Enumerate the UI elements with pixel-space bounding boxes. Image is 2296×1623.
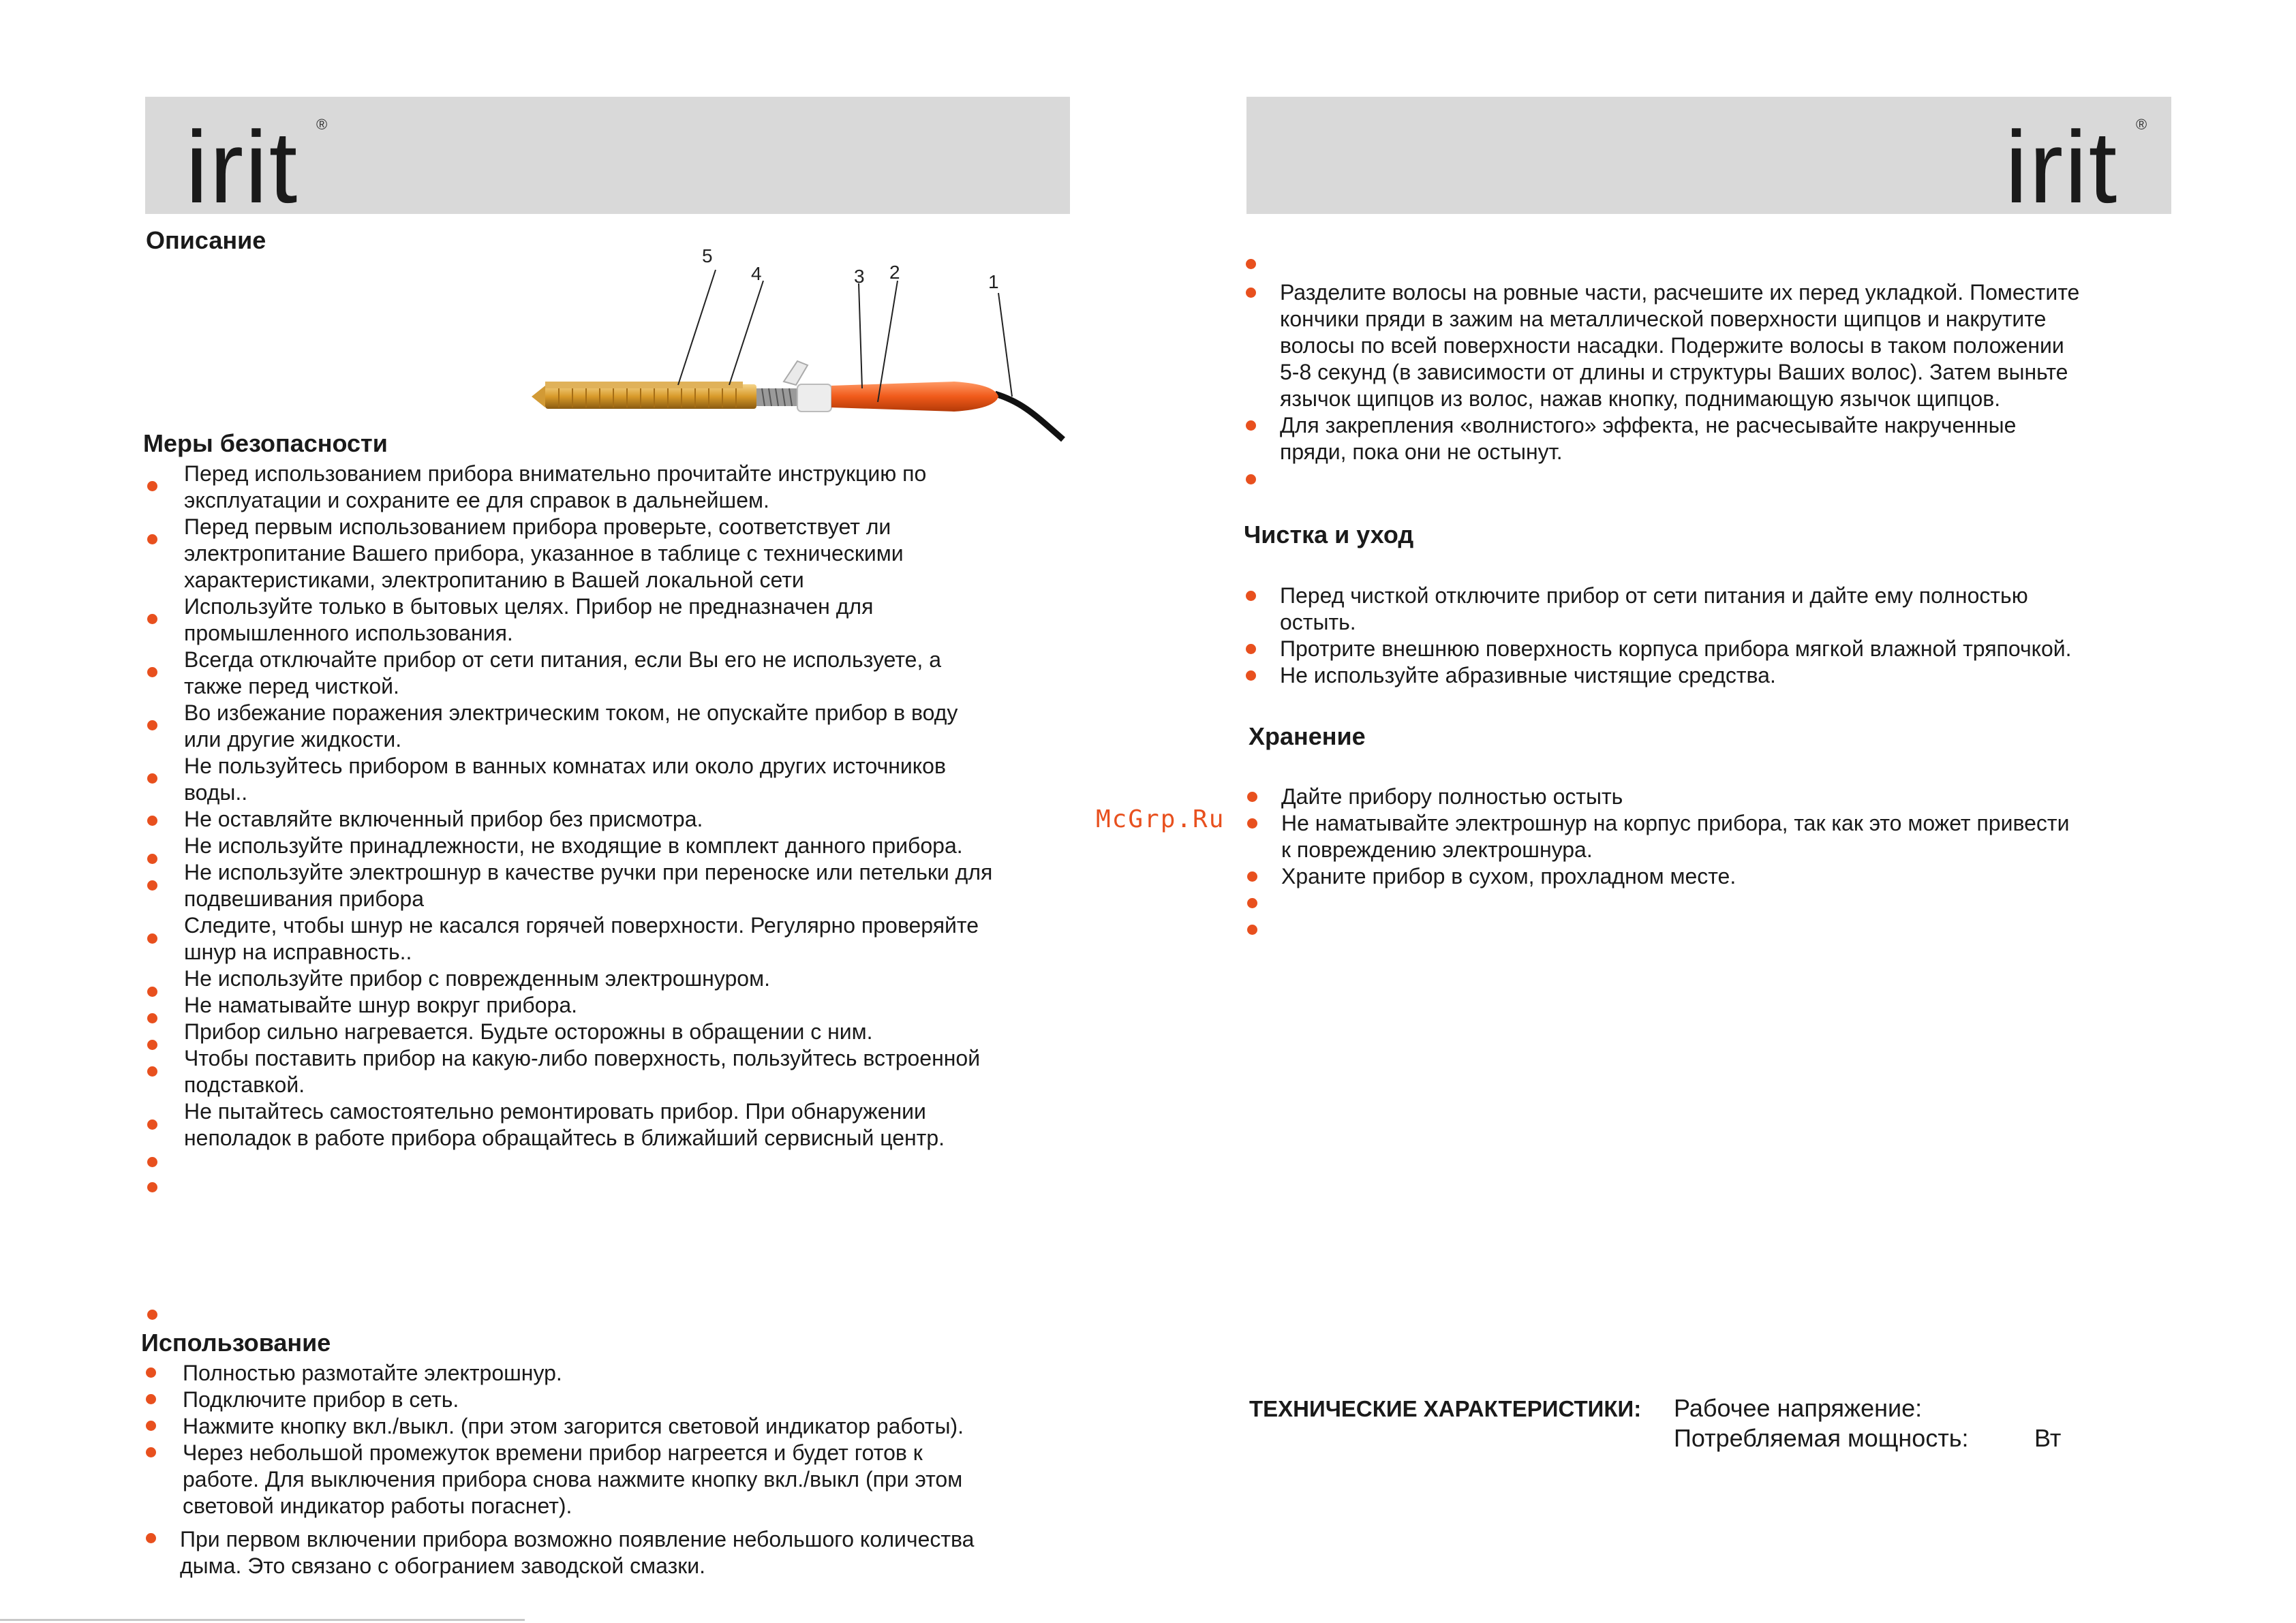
bullet-icon [146,1394,156,1404]
item-line: кончики пряди в зажим на металлической поверхности щипцов и накрутите [1280,307,2047,331]
usage-heading: Использование [141,1329,331,1357]
diagram-number-5: 5 [702,245,713,266]
item-line: Перед использованием прибора внимательно прочитайте инструкцию по [184,461,927,486]
item-line: Не оставляйте включенный прибор без присмотра. [184,807,703,831]
bullet-icon [147,1310,157,1320]
tech-power-unit: Вт [2034,1424,2062,1452]
list-item [183,1440,962,1519]
item-line: пряди, пока они не остынут. [1280,439,1563,464]
power-cord [995,394,1063,439]
registered-mark: ® [2136,116,2147,133]
item-line: Следите, чтобы шнур не касался горячей поверхности. Регулярно проверяйте [184,913,979,938]
bullet-icon [147,1157,157,1167]
bullet-icon [147,1013,157,1023]
item-line: Не наматывайте электрошнур на корпус прибора, так как это может привести [1281,811,2070,835]
bullet-icon [1246,644,1256,654]
logo-text: irit [185,110,299,224]
bullet-icon [1247,898,1257,908]
item-line: дыма. Это связано с обогранием заводской смазки. [180,1554,706,1578]
bullet-icon [147,534,157,544]
list-item [184,965,770,992]
item-line: Перед первым использованием прибора проверьте, соответствует ли [184,514,891,539]
item-line: электропитание Вашего прибора, указанное в таблице с техническими [184,541,904,566]
list-item [184,461,926,514]
item-line: Храните прибор в сухом, прохладном месте. [1281,864,1736,888]
list-item [1280,279,2079,412]
bullet-icon [1247,818,1257,829]
item-line: остыть. [1280,610,1356,634]
bullet-icon [1246,591,1256,601]
bullet-icon [147,880,157,891]
list-item [1281,810,2069,863]
item-line: Не наматывайте шнур вокруг прибора. [184,993,578,1017]
tech-specs [1249,1393,2135,1462]
diagram-number-1: 1 [988,271,999,292]
tech-power: Потребляемая мощность: [1674,1424,1969,1452]
list-item [184,593,873,647]
item-line: Не пользуйтесь прибором в ванных комнатах или около других источников [184,754,946,778]
list-item [183,1413,964,1440]
diagram-number-2: 2 [889,262,900,283]
collar [797,384,831,412]
item-line: характеристиками, электропитанию в Вашей локальной сети [184,568,804,592]
tech-label: ТЕХНИЧЕСКИЕ ХАРАКТЕРИСТИКИ: [1249,1396,1642,1421]
item-line: шнур на исправность.. [184,940,412,964]
list-item [1280,412,2016,465]
item-line: волосы по всей поверхности насадки. Подержите волосы в таком положении [1280,333,2064,358]
diagram-number-4: 4 [751,263,762,284]
bullet-icon [1246,288,1256,298]
item-line: воды.. [184,780,248,805]
description-heading: Описание [146,226,266,254]
list-item [1280,662,1776,689]
bullet-icon [1246,420,1256,431]
bullet-icon [147,1066,157,1077]
item-line: Во избежание поражения электрическим током, не опускайте прибор в воду [184,700,958,725]
handle [831,382,998,412]
item-line: эксплуатации и сохраните ее для справок в дальнейшем. [184,488,769,512]
bullet-icon [147,1040,157,1050]
bullet-icon [146,1533,156,1543]
item-line: Нажмите кнопку вкл./выкл. (при этом загорится световой индикатор работы). [183,1414,964,1438]
bullet-icon [1246,259,1256,269]
bullet-icon [147,854,157,864]
bullet-icon [1246,670,1256,681]
bullet-icon [147,933,157,944]
list-item [183,1387,459,1413]
item-line: световой индикатор работы погаснет). [183,1494,572,1518]
bullet-icon [1246,474,1256,484]
bullet-icon [147,987,157,997]
item-line: подставкой. [184,1072,305,1097]
cleaning-heading: Чистка и уход [1244,521,1414,548]
item-line: Дайте прибору полностью остыть [1281,784,1623,809]
tech-voltage: Рабочее напряжение: [1674,1394,1923,1422]
bullet-icon [146,1421,156,1431]
watermark: McGrp.Ru [1096,805,1225,833]
list-item [184,753,946,806]
right-logo [2005,110,2162,224]
bullet-icon [147,481,157,491]
bullet-icon [147,614,157,624]
list-item [1280,583,2028,636]
item-line: При первом включении прибора возможно появление небольшого количества [180,1527,975,1551]
bullet-icon [146,1367,156,1378]
item-line: Не пытайтесь самостоятельно ремонтировать прибор. При обнаружении [184,1099,926,1124]
lever [784,361,808,385]
bullet-icon [147,667,157,677]
item-line: Не используйте абразивные чистящие средства. [1280,663,1776,687]
item-line: Полностью размотайте электрошнур. [183,1361,562,1385]
list-item [184,700,958,753]
diagram-number-3: 3 [854,266,865,287]
list-item [184,806,703,833]
item-line: промышленного использования. [184,621,513,645]
item-line: Подключите прибор в сеть. [183,1387,459,1412]
list-item [184,912,979,965]
safety-heading: Меры безопасности [143,429,388,457]
item-line: работе. Для выключения прибора снова нажмите кнопку вкл./выкл (при этом [183,1467,963,1491]
list-item [184,647,941,700]
item-line: Не используйте прибор с поврежденным электрошнуром. [184,966,770,991]
storage-heading: Хранение [1249,722,1366,750]
list-item [1280,636,2072,662]
list-item [184,1045,980,1098]
list-item [1281,863,1736,890]
list-item [180,1526,974,1579]
item-line: Перед чисткой отключите прибор от сети питания и дайте ему полностью [1280,583,2028,608]
bullet-icon [147,1119,157,1130]
list-item [184,992,577,1019]
list-item [184,833,963,859]
item-line: Не используйте принадлежности, не входящие в комплект данного прибора. [184,833,963,858]
item-line: Не используйте электрошнур в качестве ручки при переноске или петельки для [184,860,993,884]
item-line: Через небольшой промежуток времени прибор нагреется и будет готов к [183,1440,923,1465]
item-line: Всегда отключайте прибор от сети питания, если Вы его не используете, а [184,647,941,672]
bullet-icon [146,1447,156,1457]
item-line: Чтобы поставить прибор на какую-либо поверхность, пользуйтесь встроенной [184,1046,981,1070]
item-line: Протрите внешнюю поверхность корпуса прибора мягкой влажной тряпочкой. [1280,636,2072,661]
bullet-icon [1247,871,1257,882]
item-line: Для закрепления «волнистого» эффекта, не расчесывайте накрученные [1280,413,2017,437]
bullet-icon [147,720,157,730]
item-line: или другие жидкости. [184,727,402,752]
list-item [183,1360,562,1387]
bullet-icon [147,773,157,784]
registered-mark: ® [316,116,328,133]
item-line: Используйте только в бытовых целях. Прибор не предназначен для [184,594,874,619]
list-item [1281,784,1623,810]
item-line: Разделите волосы на ровные части, расчешите их перед укладкой. Поместите [1280,280,2080,305]
logo-text: irit [2005,110,2119,224]
bullet-icon [1247,792,1257,802]
item-line: также перед чисткой. [184,674,399,698]
bullet-icon [147,816,157,826]
bullet-icon [147,1182,157,1192]
item-line: к повреждению электрошнура. [1281,837,1593,862]
list-item [184,514,904,593]
item-line: 5-8 секунд (в зависимости от длины и структуры Ваших волос). Затем выньте [1280,360,2068,384]
item-line: неполадок в работе прибора обращайтесь в ближайший сервисный центр. [184,1126,945,1150]
list-item [184,1098,945,1151]
list-item [184,859,992,912]
item-line: язычок щипцов из волос, нажав кнопку, поднимающую язычок щипцов. [1280,386,2001,411]
list-item [184,1019,873,1045]
bottom-rule [0,1619,525,1621]
barrel-tip [532,386,545,407]
bullet-icon [1247,925,1257,935]
item-line: подвешивания прибора [184,886,424,911]
item-line: Прибор сильно нагревается. Будьте осторожны в обращении с ним. [184,1019,873,1044]
left-logo [185,110,342,224]
clamp [545,382,743,388]
